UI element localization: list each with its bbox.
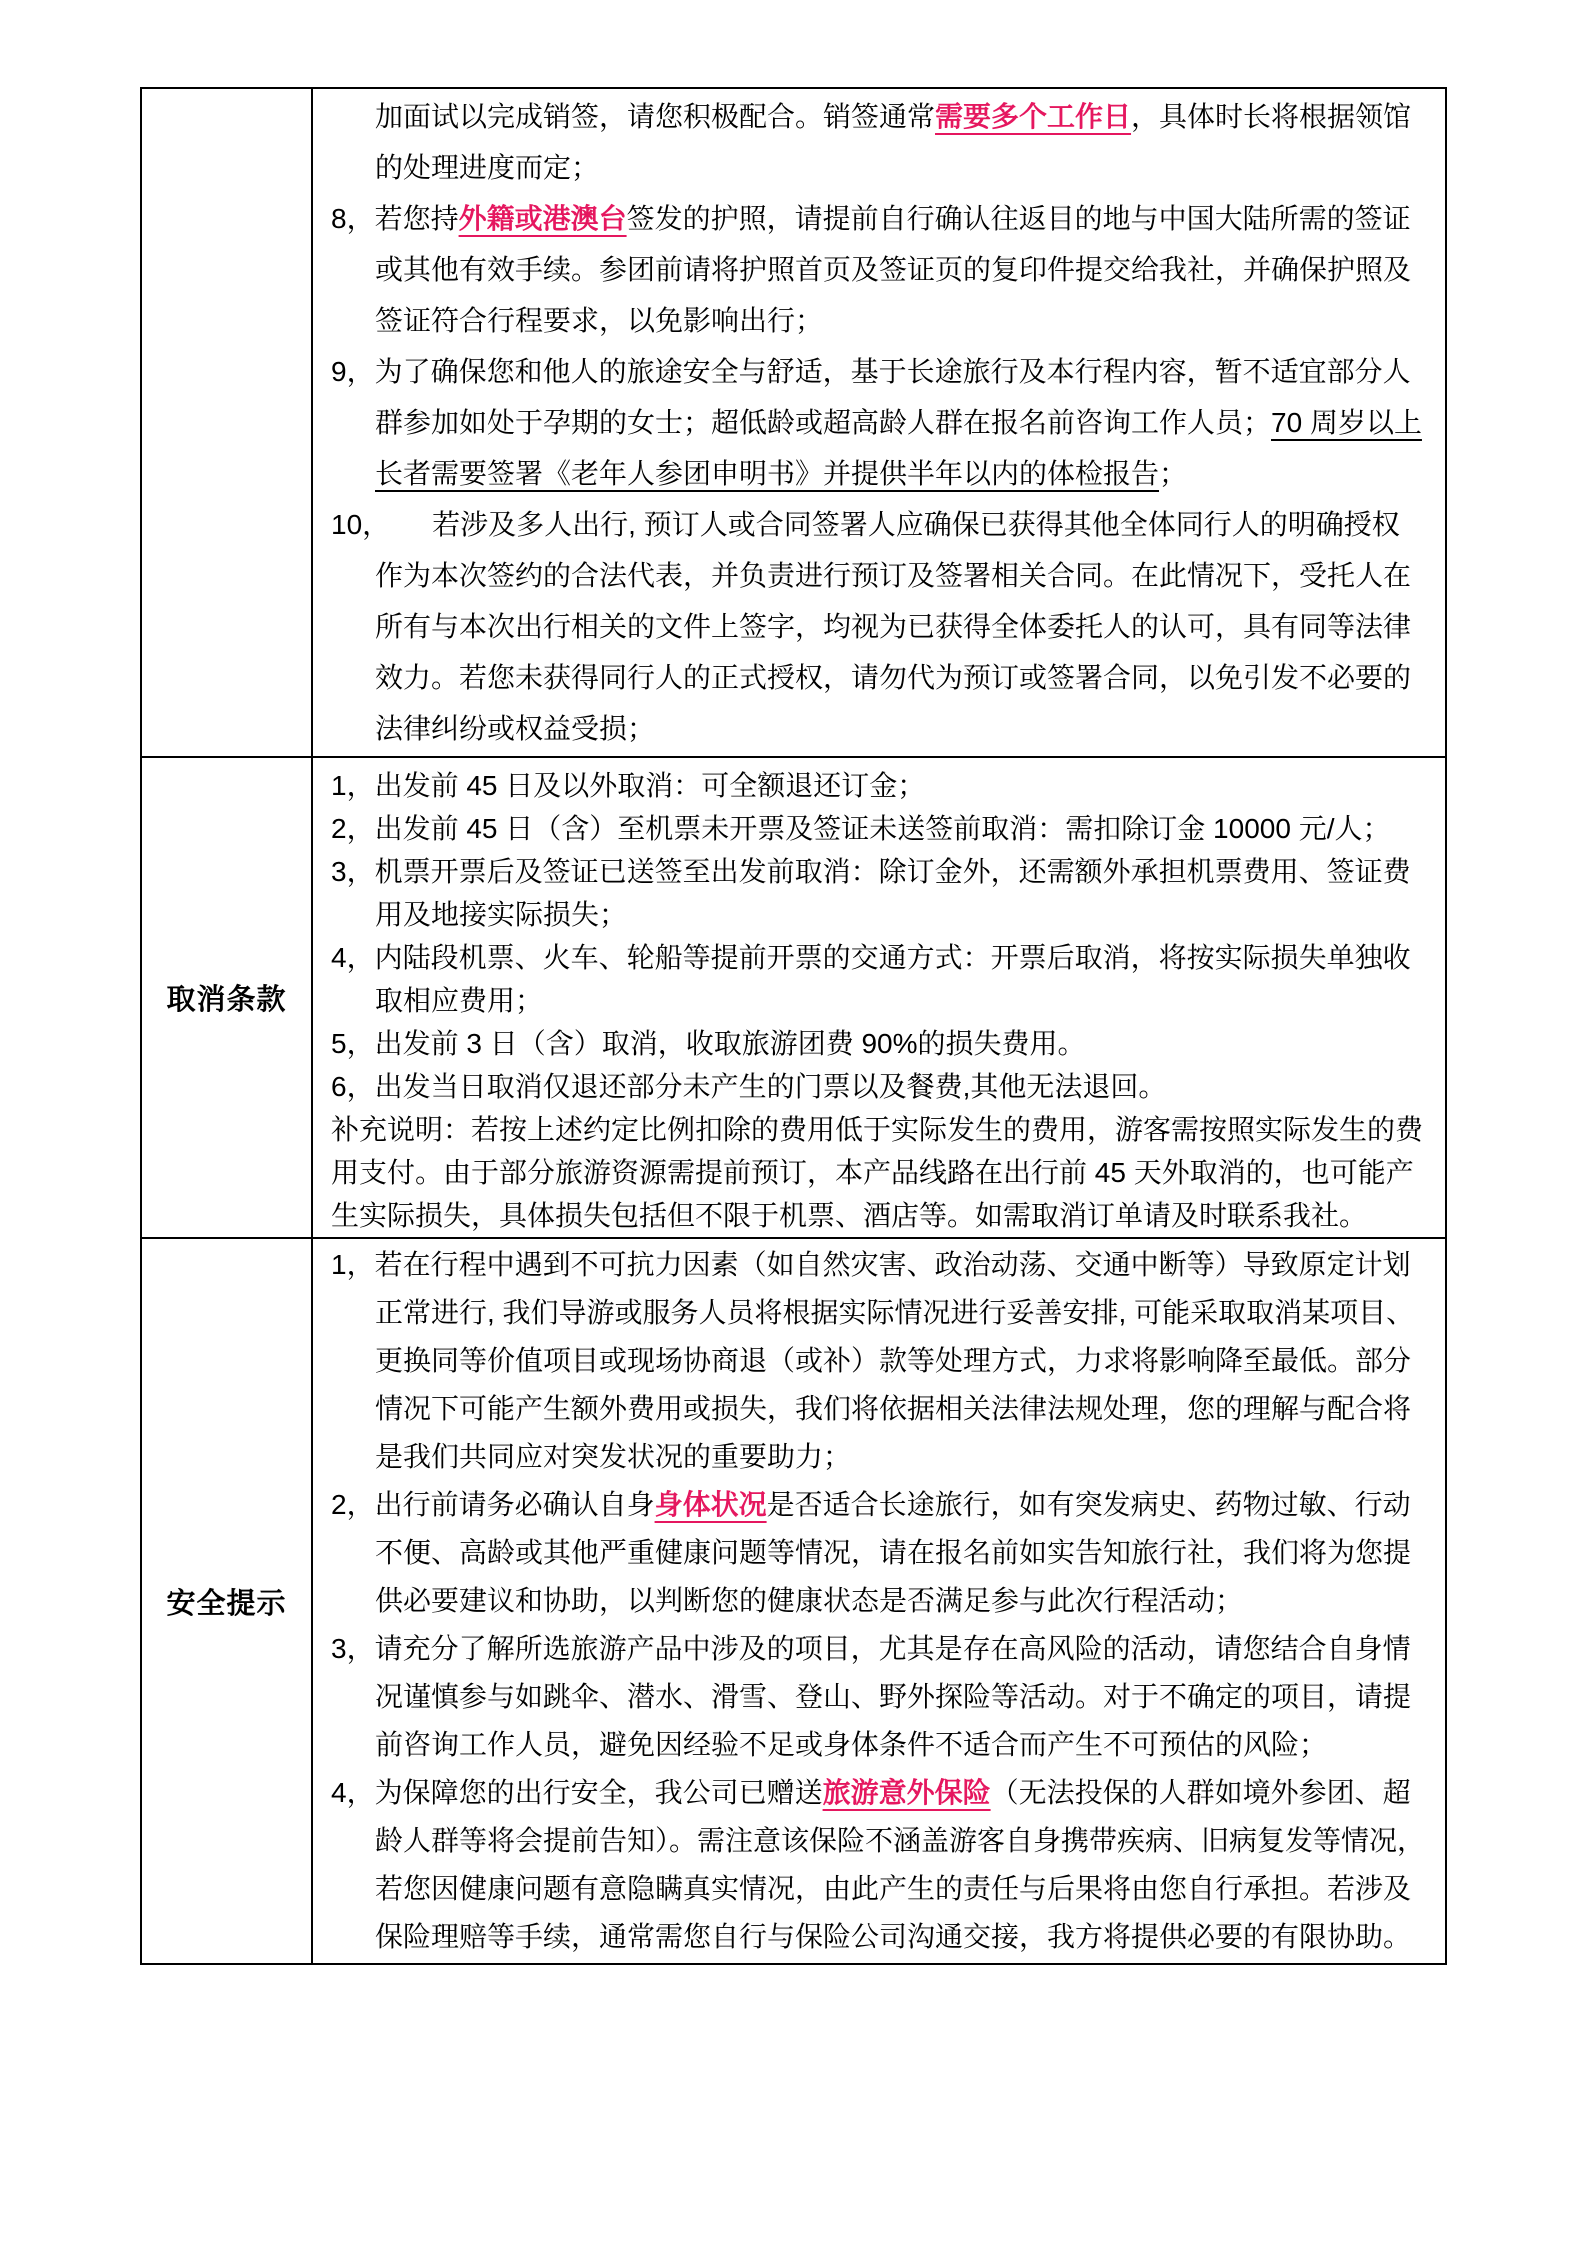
text-line [331,764,1433,807]
section-content [313,89,1445,756]
text-segment: 1，出发前 45 日及以外取消：可全额退还订金； [331,770,926,801]
text-line [331,807,1433,850]
text-segment: 法律纠纷或权益受损； [375,713,656,744]
text-segment: 用及地接实际损失； [375,899,628,930]
text-line [331,1481,1433,1529]
text-line [331,1337,1433,1385]
text-segment: 1，若在行程中遇到不可抗力因素（如自然灾害、政治动荡、交通中断等）导致原定计划 [331,1249,1411,1280]
text-line [331,1151,1433,1194]
text-segment: ； [1159,458,1188,489]
text-line [331,703,1433,754]
text-line [331,448,1433,499]
text-line [331,142,1433,193]
section-label: 取消条款 [142,758,313,1237]
text-segment: 签证符合行程要求，以免影响出行； [375,305,824,336]
text-segment: 4，为保障您的出行安全，我公司已赠送 [331,1777,823,1808]
section-content [313,1239,1445,1963]
text-segment: 作为本次签约的合法代表，并负责进行预订及签署相关合同。在此情况下，受托人在 [375,560,1412,591]
text-line [331,1022,1433,1065]
text-segment: 或其他有效手续。参团前请将护照首页及签证页的复印件提交给我社，并确保护照及 [375,254,1412,285]
text-line [331,295,1433,346]
text-segment: 若您因健康问题有意隐瞒真实情况，由此产生的责任与后果将由您自行承担。若涉及 [375,1873,1412,1904]
text-segment: 不便、高龄或其他严重健康问题等情况，请在报名前如实告知旅行社，我们将为您提 [375,1537,1412,1568]
text-line [331,1433,1433,1481]
highlighted-term: 身体状况 [654,1489,767,1520]
text-line [331,1817,1433,1865]
text-segment: 供必要建议和协助，以判断您的健康状态是否满足参与此次行程活动； [375,1585,1244,1616]
text-line [331,1625,1433,1673]
text-line [331,1065,1433,1108]
text-segment: ，具体时长将根据领馆 [1131,101,1412,132]
text-line [331,936,1433,979]
text-segment: 9，为了确保您和他人的旅途安全与舒适，基于长途旅行及本行程内容，暂不适宜部分人 [331,356,1411,387]
text-line [331,1673,1433,1721]
text-line [331,346,1433,397]
text-line [331,1194,1433,1237]
text-segment: 取相应费用； [375,985,544,1016]
text-line [331,1577,1433,1625]
text-line [331,397,1433,448]
text-line [331,499,1433,550]
text-segment: 2，出发前 45 日（含）至机票未开票及签证未送签前取消：需扣除订金 10000 元/人； [331,813,1391,844]
section-label [142,89,313,756]
underlined-term: 70 周岁以上 [1271,407,1422,438]
text-segment: 3，请充分了解所选旅游产品中涉及的项目，尤其是存在高风险的活动，请您结合自身情 [331,1633,1411,1664]
text-segment: 况谨慎参与如跳伞、潜水、滑雪、登山、野外探险等活动。对于不确定的项目，请提 [375,1681,1412,1712]
terms-table [140,87,1447,1965]
text-line [331,91,1433,142]
text-line [331,1289,1433,1337]
text-line [331,652,1433,703]
text-line [331,1108,1433,1151]
text-segment: 所有与本次出行相关的文件上签字，均视为已获得全体委托人的认可，具有同等法律 [375,611,1412,642]
table-row [142,89,1445,758]
text-segment: 生实际损失，具体损失包括但不限于机票、酒店等。如需取消订单请及时联系我社。 [331,1200,1368,1231]
text-segment: 2，出行前请务必确认自身 [331,1489,655,1520]
text-segment: 加面试以完成销签，请您积极配合。销签通常 [375,101,936,132]
text-segment: （无法投保的人群如境外参团、超 [990,1777,1411,1808]
text-segment: 是否适合长途旅行，如有突发病史、药物过敏、行动 [766,1489,1411,1520]
text-line [331,893,1433,936]
text-segment: 5，出发前 3 日（含）取消，收取旅游团费 90%的损失费用。 [331,1028,1086,1059]
text-line [331,1769,1433,1817]
text-line [331,1385,1433,1433]
text-line [331,1865,1433,1913]
text-segment: 前咨询工作人员，避免因经验不足或身体条件不适合而产生不可预估的风险； [375,1729,1328,1760]
text-segment: 10， 若涉及多人出行, 预订人或合同签署人应确保已获得其他全体同行人的明确授权 [331,509,1400,540]
text-segment: 8，若您持 [331,203,459,234]
text-segment: 龄人群等将会提前告知）。需注意该保险不涵盖游客自身携带疾病、旧病复发等情况， [375,1825,1426,1856]
text-segment: 正常进行, 我们导游或服务人员将根据实际情况进行妥善安排, 可能采取取消某项目、 [375,1297,1415,1328]
text-segment: 群参加如处于孕期的女士；超低龄或超高龄人群在报名前咨询工作人员； [375,407,1272,438]
text-line [331,1241,1433,1289]
text-line [331,193,1433,244]
text-segment: 6，出发当日取消仅退还部分未产生的门票以及餐费,其他无法退回。 [331,1071,1167,1102]
text-line [331,244,1433,295]
text-line [331,1913,1433,1961]
table-row [142,758,1445,1239]
text-segment: 用支付。由于部分旅游资源需提前预订，本产品线路在出行前 45 天外取消的，也可能产 [331,1157,1414,1188]
text-line [331,1529,1433,1577]
section-label: 安全提示 [142,1239,313,1963]
text-segment: 更换同等价值项目或现场协商退（或补）款等处理方式，力求将影响降至最低。部分 [375,1345,1412,1376]
text-segment: 的处理进度而定； [375,152,600,183]
text-segment: 情况下可能产生额外费用或损失，我们将依据相关法律法规处理，您的理解与配合将 [375,1393,1412,1424]
text-line [331,550,1433,601]
highlighted-term: 外籍或港澳台 [458,203,627,234]
text-line [331,850,1433,893]
text-segment: 签发的护照，请提前自行确认往返目的地与中国大陆所需的签证 [626,203,1411,234]
section-content [313,758,1445,1237]
text-line [331,601,1433,652]
underlined-term: 长者需要签署《老年人参团申明书》并提供半年以内的体检报告 [375,458,1160,489]
text-line [331,979,1433,1022]
text-segment: 3，机票开票后及签证已送签至出发前取消：除订金外，还需额外承担机票费用、签证费 [331,856,1411,887]
text-line [331,1721,1433,1769]
highlighted-term: 需要多个工作日 [935,101,1132,132]
text-segment: 保险理赔等手续，通常需您自行与保险公司沟通交接，我方将提供必要的有限协助。 [375,1921,1412,1952]
highlighted-term: 旅游意外保险 [822,1777,991,1808]
text-segment: 4，内陆段机票、火车、轮船等提前开票的交通方式：开票后取消，将按实际损失单独收 [331,942,1411,973]
text-segment: 效力。若您未获得同行人的正式授权，请勿代为预订或签署合同，以免引发不必要的 [375,662,1412,693]
text-segment: 补充说明：若按上述约定比例扣除的费用低于实际发生的费用，游客需按照实际发生的费 [331,1114,1424,1145]
text-segment: 是我们共同应对突发状况的重要助力； [375,1441,852,1472]
table-row [142,1239,1445,1963]
